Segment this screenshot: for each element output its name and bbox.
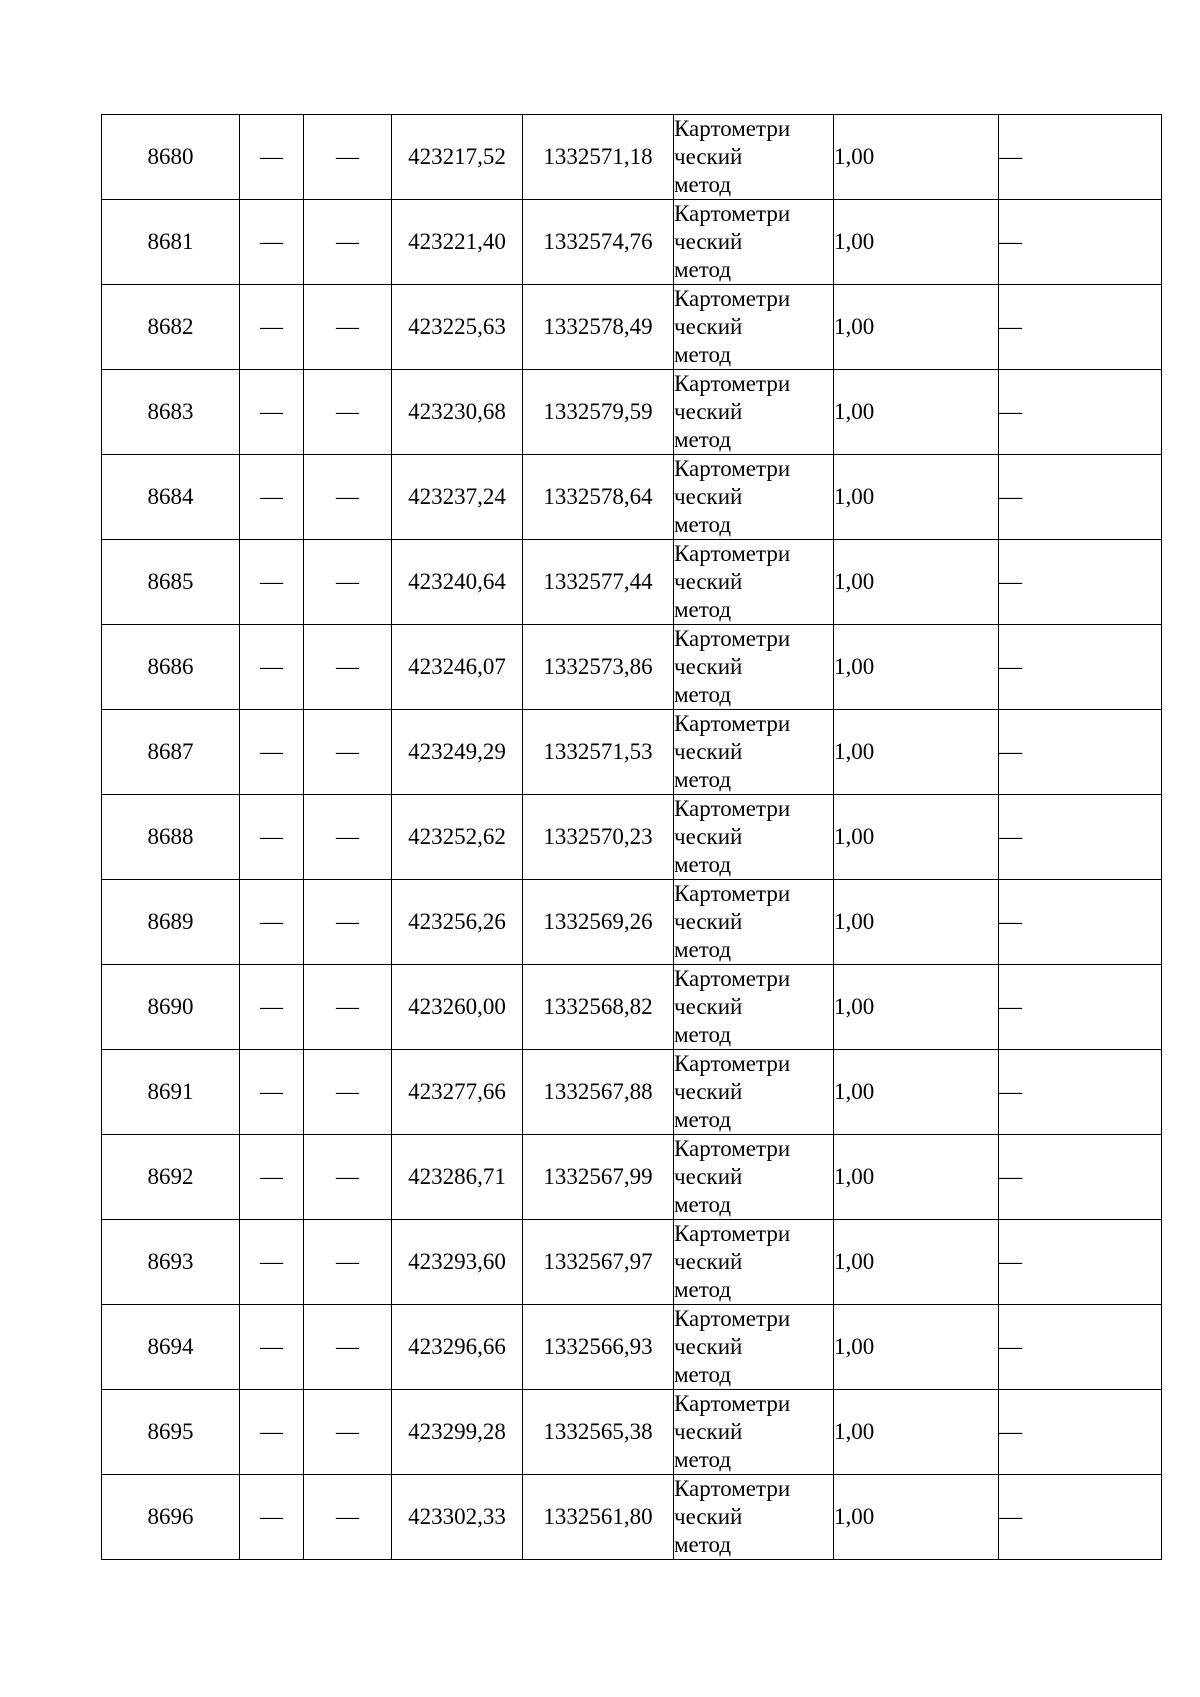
point-number-cell: 8691 [102,1050,240,1135]
table-row [102,455,1162,540]
empty-coord-x-cell: — [240,1305,304,1390]
method-text-line: метод [674,1192,732,1217]
method-text-line: Картометри [674,456,791,481]
method-cell [674,965,834,1050]
method-text-line: метод [674,1532,732,1557]
description-cell: — [999,370,1162,455]
coord-y-cell: 1332574,76 [523,200,674,285]
table-row [102,1135,1162,1220]
method-text-line: ческий [674,1164,743,1189]
accuracy-cell: 1,00 [834,1475,999,1560]
method-text-line: ческий [674,484,743,509]
method-text-line: Картометри [674,796,791,821]
coord-x-cell: 423246,07 [392,625,523,710]
method-text-line: ческий [674,1249,743,1274]
empty-coord-x-cell: — [240,115,304,200]
empty-coord-x-cell: — [240,1220,304,1305]
accuracy-cell: 1,00 [834,455,999,540]
table-row [102,115,1162,200]
method-text-line: метод [674,512,732,537]
point-number-cell: 8692 [102,1135,240,1220]
method-text-line: ческий [674,909,743,934]
method-text-line: Картометри [674,201,791,226]
point-number-cell: 8680 [102,115,240,200]
method-cell [674,1220,834,1305]
point-number-cell: 8694 [102,1305,240,1390]
empty-coord-x-cell: — [240,880,304,965]
coord-x-cell: 423299,28 [392,1390,523,1475]
method-text-line: Картометри [674,371,791,396]
description-cell: — [999,1475,1162,1560]
method-cell [674,1475,834,1560]
table-row [102,795,1162,880]
empty-coord-x-cell: — [240,965,304,1050]
point-number-cell: 8689 [102,880,240,965]
method-cell [674,1135,834,1220]
coord-x-cell: 423302,33 [392,1475,523,1560]
empty-coord-y-cell: — [304,370,392,455]
table-row [102,285,1162,370]
coord-x-cell: 423230,68 [392,370,523,455]
method-text-line: метод [674,1362,732,1387]
description-cell: — [999,1390,1162,1475]
empty-coord-y-cell: — [304,115,392,200]
method-text-line: Картометри [674,1391,791,1416]
accuracy-cell: 1,00 [834,1135,999,1220]
accuracy-cell: 1,00 [834,540,999,625]
coord-y-cell: 1332567,88 [523,1050,674,1135]
coord-y-cell: 1332571,18 [523,115,674,200]
table-row [102,1220,1162,1305]
method-text-line: Картометри [674,286,791,311]
empty-coord-y-cell: — [304,1050,392,1135]
method-text-line: Картометри [674,711,791,736]
empty-coord-x-cell: — [240,200,304,285]
method-text-line: метод [674,1022,732,1047]
point-number-cell: 8693 [102,1220,240,1305]
coord-y-cell: 1332567,99 [523,1135,674,1220]
table-row [102,880,1162,965]
method-cell [674,115,834,200]
coord-y-cell: 1332566,93 [523,1305,674,1390]
coord-x-cell: 423225,63 [392,285,523,370]
method-text-line: ческий [674,994,743,1019]
method-cell [674,710,834,795]
table-row [102,1390,1162,1475]
coord-y-cell: 1332567,97 [523,1220,674,1305]
method-cell [674,540,834,625]
method-text-line: ческий [674,1504,743,1529]
table-row [102,625,1162,710]
empty-coord-y-cell: — [304,1135,392,1220]
accuracy-cell: 1,00 [834,1220,999,1305]
coord-x-cell: 423277,66 [392,1050,523,1135]
coord-x-cell: 423217,52 [392,115,523,200]
description-cell: — [999,795,1162,880]
empty-coord-y-cell: — [304,200,392,285]
method-cell [674,285,834,370]
coord-y-cell: 1332568,82 [523,965,674,1050]
empty-coord-y-cell: — [304,795,392,880]
coord-x-cell: 423237,24 [392,455,523,540]
description-cell: — [999,1305,1162,1390]
method-cell [674,200,834,285]
description-cell: — [999,625,1162,710]
accuracy-cell: 1,00 [834,200,999,285]
coord-x-cell: 423296,66 [392,1305,523,1390]
empty-coord-y-cell: — [304,880,392,965]
coord-y-cell: 1332569,26 [523,880,674,965]
table-row [102,200,1162,285]
point-number-cell: 8684 [102,455,240,540]
point-number-cell: 8685 [102,540,240,625]
method-text-line: Картометри [674,966,791,991]
empty-coord-x-cell: — [240,455,304,540]
method-text-line: метод [674,257,732,282]
method-text-line: метод [674,1277,732,1302]
empty-coord-y-cell: — [304,710,392,795]
table-row [102,1050,1162,1135]
description-cell: — [999,1220,1162,1305]
method-text-line: метод [674,852,732,877]
method-text-line: ческий [674,654,743,679]
method-text-line: ческий [674,1079,743,1104]
method-text-line: ческий [674,824,743,849]
coord-x-cell: 423240,64 [392,540,523,625]
method-cell [674,1050,834,1135]
table-row [102,965,1162,1050]
coord-x-cell: 423252,62 [392,795,523,880]
method-text-line: Картометри [674,1306,791,1331]
empty-coord-y-cell: — [304,625,392,710]
empty-coord-y-cell: — [304,965,392,1050]
accuracy-cell: 1,00 [834,1050,999,1135]
accuracy-cell: 1,00 [834,710,999,795]
coord-y-cell: 1332573,86 [523,625,674,710]
method-text-line: Картометри [674,1136,791,1161]
table-row [102,370,1162,455]
point-number-cell: 8688 [102,795,240,880]
method-text-line: ческий [674,739,743,764]
point-number-cell: 8687 [102,710,240,795]
table-row [102,1475,1162,1560]
point-number-cell: 8682 [102,285,240,370]
coord-y-cell: 1332570,23 [523,795,674,880]
method-text-line: ческий [674,399,743,424]
description-cell: — [999,285,1162,370]
accuracy-cell: 1,00 [834,370,999,455]
accuracy-cell: 1,00 [834,285,999,370]
accuracy-cell: 1,00 [834,880,999,965]
description-cell: — [999,710,1162,795]
method-text-line: ческий [674,1419,743,1444]
empty-coord-x-cell: — [240,1475,304,1560]
coord-y-cell: 1332578,49 [523,285,674,370]
empty-coord-x-cell: — [240,625,304,710]
method-cell [674,1305,834,1390]
description-cell: — [999,540,1162,625]
empty-coord-y-cell: — [304,285,392,370]
method-cell [674,795,834,880]
method-text-line: метод [674,342,732,367]
point-number-cell: 8696 [102,1475,240,1560]
coord-y-cell: 1332561,80 [523,1475,674,1560]
accuracy-cell: 1,00 [834,965,999,1050]
empty-coord-x-cell: — [240,1050,304,1135]
method-cell [674,1390,834,1475]
method-text-line: метод [674,937,732,962]
point-number-cell: 8695 [102,1390,240,1475]
empty-coord-x-cell: — [240,710,304,795]
method-cell [674,625,834,710]
empty-coord-y-cell: — [304,1390,392,1475]
method-text-line: ческий [674,1334,743,1359]
method-text-line: ческий [674,144,743,169]
description-cell: — [999,965,1162,1050]
empty-coord-y-cell: — [304,1475,392,1560]
empty-coord-y-cell: — [304,1220,392,1305]
coord-y-cell: 1332577,44 [523,540,674,625]
method-text-line: ческий [674,229,743,254]
empty-coord-x-cell: — [240,1390,304,1475]
method-cell [674,455,834,540]
method-text-line: метод [674,1447,732,1472]
description-cell: — [999,1050,1162,1135]
method-text-line: метод [674,427,732,452]
method-text-line: Картометри [674,541,791,566]
method-text-line: Картометри [674,881,791,906]
empty-coord-y-cell: — [304,455,392,540]
description-cell: — [999,880,1162,965]
coord-x-cell: 423221,40 [392,200,523,285]
method-text-line: Картометри [674,1221,791,1246]
point-number-cell: 8683 [102,370,240,455]
coord-x-cell: 423249,29 [392,710,523,795]
empty-coord-y-cell: — [304,1305,392,1390]
accuracy-cell: 1,00 [834,115,999,200]
empty-coord-x-cell: — [240,370,304,455]
table-body [102,115,1162,1560]
method-text-line: Картометри [674,1476,791,1501]
accuracy-cell: 1,00 [834,795,999,880]
coord-x-cell: 423286,71 [392,1135,523,1220]
description-cell: — [999,200,1162,285]
table-row [102,1305,1162,1390]
point-number-cell: 8681 [102,200,240,285]
empty-coord-x-cell: — [240,1135,304,1220]
description-cell: — [999,455,1162,540]
method-text-line: ческий [674,569,743,594]
method-text-line: метод [674,172,732,197]
coord-x-cell: 423293,60 [392,1220,523,1305]
empty-coord-x-cell: — [240,285,304,370]
accuracy-cell: 1,00 [834,1305,999,1390]
point-number-cell: 8690 [102,965,240,1050]
method-text-line: метод [674,597,732,622]
coord-x-cell: 423260,00 [392,965,523,1050]
coord-y-cell: 1332578,64 [523,455,674,540]
table-row [102,710,1162,795]
empty-coord-x-cell: — [240,795,304,880]
coord-y-cell: 1332579,59 [523,370,674,455]
point-number-cell: 8686 [102,625,240,710]
method-text-line: Картометри [674,1051,791,1076]
method-text-line: метод [674,1107,732,1132]
method-text-line: метод [674,767,732,792]
table-row [102,540,1162,625]
description-cell: — [999,1135,1162,1220]
coord-x-cell: 423256,26 [392,880,523,965]
coordinates-table [101,114,1162,1560]
coord-y-cell: 1332571,53 [523,710,674,795]
accuracy-cell: 1,00 [834,1390,999,1475]
empty-coord-y-cell: — [304,540,392,625]
accuracy-cell: 1,00 [834,625,999,710]
method-cell [674,880,834,965]
empty-coord-x-cell: — [240,540,304,625]
method-text-line: Картометри [674,626,791,651]
method-cell [674,370,834,455]
method-text-line: метод [674,682,732,707]
coord-y-cell: 1332565,38 [523,1390,674,1475]
description-cell: — [999,115,1162,200]
method-text-line: ческий [674,314,743,339]
method-text-line: Картометри [674,116,791,141]
